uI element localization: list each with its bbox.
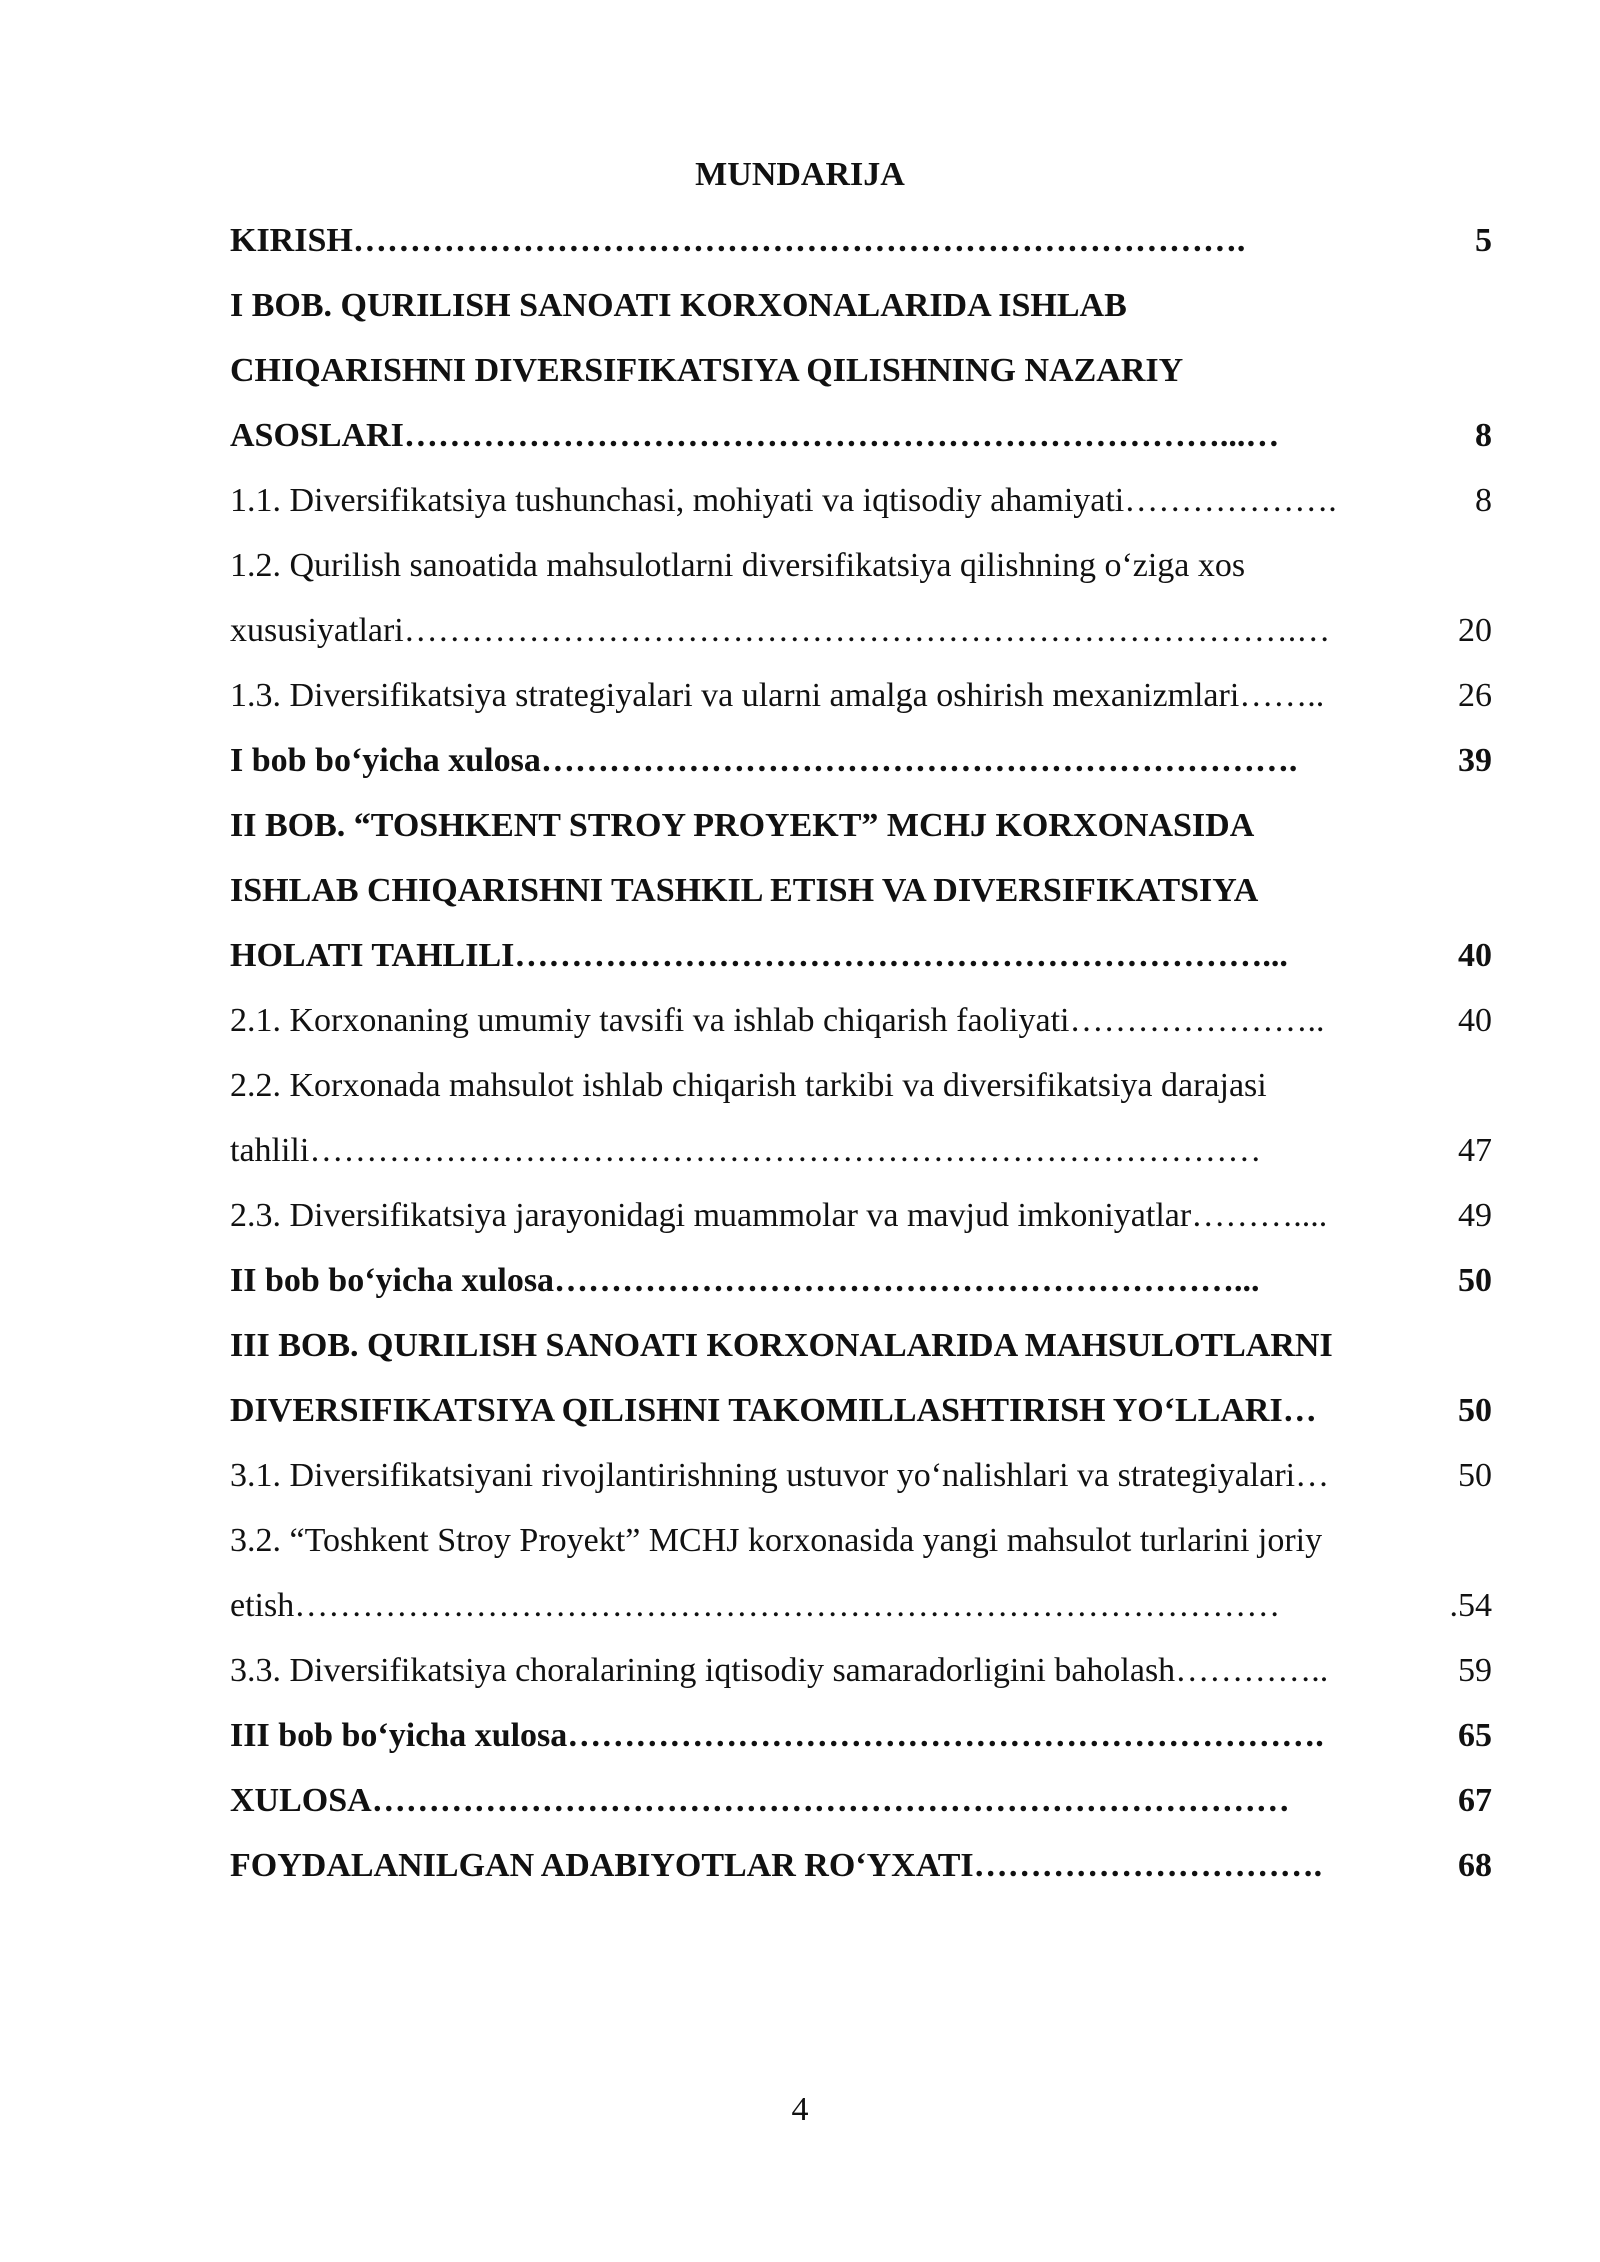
- toc-entry-text: xususiyatlari: [230, 612, 404, 649]
- toc-entry-text: XULOSA: [230, 1782, 372, 1819]
- toc-entry: [230, 1183, 1492, 1248]
- toc-leader-dots: ……………….: [1124, 482, 1337, 519]
- toc-leader-dots: …………..: [1175, 1652, 1329, 1689]
- table-of-contents: [230, 208, 1492, 1898]
- toc-entry: [230, 1118, 1492, 1183]
- toc-entry-text: I BOB. QURILISH SANOATI KORXONALARIDA ISHLAB: [230, 287, 1127, 324]
- toc-heading-line: [230, 533, 1492, 598]
- toc-heading-line: [230, 1313, 1492, 1378]
- page-number: 4: [791, 2091, 809, 2128]
- toc-entry-text: ASOSLARI: [230, 417, 404, 454]
- toc-entry: [230, 1833, 1492, 1898]
- toc-entry: [230, 1248, 1492, 1313]
- toc-entry-text: 1.2. Qurilish sanoatida mahsulotlarni diversifikatsiya qilishning oʻziga xos: [230, 547, 1246, 584]
- toc-entry: [230, 663, 1492, 728]
- toc-entry-text: etish: [230, 1587, 295, 1624]
- toc-entry: [230, 1378, 1492, 1443]
- toc-heading-line: [230, 1508, 1492, 1573]
- toc-entry: [230, 1443, 1492, 1508]
- toc-page-number: 68: [1458, 1847, 1492, 1884]
- toc-page-number: 50: [1458, 1262, 1492, 1299]
- toc-page-number: 39: [1458, 742, 1492, 779]
- toc-entry-text: FOYDALANILGAN ADABIYOTLAR ROʻYXATI: [230, 1847, 974, 1884]
- toc-entry-text: tahlili: [230, 1132, 310, 1169]
- toc-page-number: 20: [1458, 612, 1492, 649]
- toc-page-number: 50: [1458, 1457, 1492, 1494]
- toc-entry-text: 2.1. Korxonaning umumiy tavsifi va ishlab chiqarish faoliyati: [230, 1002, 1070, 1039]
- toc-leader-dots: …………………..: [1069, 1002, 1325, 1039]
- toc-leader-dots: ………………………….: [973, 1847, 1323, 1884]
- toc-page-number: 8: [1475, 482, 1492, 519]
- toc-leader-dots: ………………………………………………………………………: [371, 1782, 1290, 1819]
- toc-page-number: 49: [1458, 1197, 1492, 1234]
- toc-leader-dots: …: [1282, 1392, 1317, 1429]
- toc-entry: [230, 1703, 1492, 1768]
- toc-heading-line: [230, 793, 1492, 858]
- toc-page-number: 26: [1458, 677, 1492, 714]
- toc-page-number: .54: [1449, 1587, 1492, 1624]
- toc-page-number: 8: [1475, 417, 1492, 454]
- toc-leader-dots: …: [1295, 1457, 1330, 1494]
- toc-entry-text: 3.3. Diversifikatsiya choralarining iqtisodiy samaradorligini baholash: [230, 1652, 1176, 1689]
- toc-entry: [230, 1573, 1492, 1638]
- toc-page-number: 65: [1458, 1717, 1492, 1754]
- toc-heading-line: [230, 1053, 1492, 1118]
- toc-title: MUNDARIJA: [695, 156, 905, 193]
- toc-entry-text: ISHLAB CHIQARISHNI TASHKIL ETISH VA DIVERSIFIKATSIYA: [230, 872, 1259, 909]
- toc-page-number: 40: [1458, 1002, 1492, 1039]
- toc-heading-line: [230, 338, 1492, 403]
- toc-entry-text: II BOB. “TOSHKENT STROY PROYEKT” MCHJ KORXONASIDA: [230, 807, 1255, 844]
- toc-page-number: 40: [1458, 937, 1492, 974]
- toc-entry-text: III bob boʻyicha xulosa: [230, 1717, 568, 1754]
- toc-entry: [230, 1768, 1492, 1833]
- toc-entry-text: KIRISH: [230, 222, 353, 259]
- toc-entry-text: II bob boʻyicha xulosa: [230, 1262, 555, 1299]
- toc-entry: [230, 988, 1492, 1053]
- toc-leader-dots: ……………………………………………………………………………: [294, 1587, 1281, 1624]
- toc-entry: [230, 468, 1492, 533]
- toc-page-number: 67: [1458, 1782, 1492, 1819]
- toc-page-number: 50: [1458, 1392, 1492, 1429]
- toc-entry-text: HOLATI TAHLILI: [230, 937, 515, 974]
- toc-entry: [230, 1638, 1492, 1703]
- toc-entry-text: 1.3. Diversifikatsiya strategiyalari va ularni amalga oshirish mexanizmlari: [230, 677, 1240, 714]
- toc-entry-text: I bob boʻyicha xulosa: [230, 742, 541, 779]
- toc-entry: [230, 923, 1492, 988]
- toc-leader-dots: …………………………………………………………………………: [309, 1132, 1262, 1169]
- toc-entry: [230, 403, 1492, 468]
- toc-heading-line: [230, 858, 1492, 923]
- toc-heading-line: [230, 273, 1492, 338]
- toc-entry: [230, 598, 1492, 663]
- toc-leader-dots: ………………………………………………………………...…: [403, 417, 1280, 454]
- toc-leader-dots: ……………………………………………………...: [554, 1262, 1260, 1299]
- toc-leader-dots: …………………………………………………………………….: [352, 222, 1246, 259]
- toc-entry: [230, 728, 1492, 793]
- toc-entry-text: CHIQARISHNI DIVERSIFIKATSIYA QILISHNING NAZARIY: [230, 352, 1184, 389]
- toc-entry-text: III BOB. QURILISH SANOATI KORXONALARIDA MAHSULOTLARNI: [230, 1327, 1333, 1364]
- toc-page-number: 5: [1475, 222, 1492, 259]
- toc-entry-text: 3.1. Diversifikatsiyani rivojlantirishning ustuvor yoʻnalishlari va strategiyalari: [230, 1457, 1296, 1494]
- toc-page-number: 59: [1458, 1652, 1492, 1689]
- toc-entry-text: 2.3. Diversifikatsiya jarayonidagi muammolar va mavjud imkoniyatlar: [230, 1197, 1192, 1234]
- toc-leader-dots: ………………………………………………………….: [567, 1717, 1324, 1754]
- toc-entry-text: 3.2. “Toshkent Stroy Proyekt” MCHJ korxonasida yangi mahsulot turlarini joriy: [230, 1522, 1323, 1559]
- toc-leader-dots: …………………………………………………………...: [514, 937, 1288, 974]
- toc-leader-dots: ………………………………………………………….: [540, 742, 1298, 779]
- toc-page-number: 47: [1458, 1132, 1492, 1169]
- toc-entry-text: DIVERSIFIKATSIYA QILISHNI TAKOMILLASHTIRISH YOʻLLARI: [230, 1392, 1283, 1429]
- toc-leader-dots: ……..: [1239, 677, 1325, 714]
- toc-entry-text: 2.2. Korxonada mahsulot ishlab chiqarish tarkibi va diversifikatsiya darajasi: [230, 1067, 1267, 1104]
- toc-leader-dots: ………....: [1191, 1197, 1328, 1234]
- toc-entry: [230, 208, 1492, 273]
- toc-entry-text: 1.1. Diversifikatsiya tushunchasi, mohiyati va iqtisodiy ahamiyati: [230, 482, 1125, 519]
- toc-leader-dots: …………………………………………………………………….…: [403, 612, 1331, 649]
